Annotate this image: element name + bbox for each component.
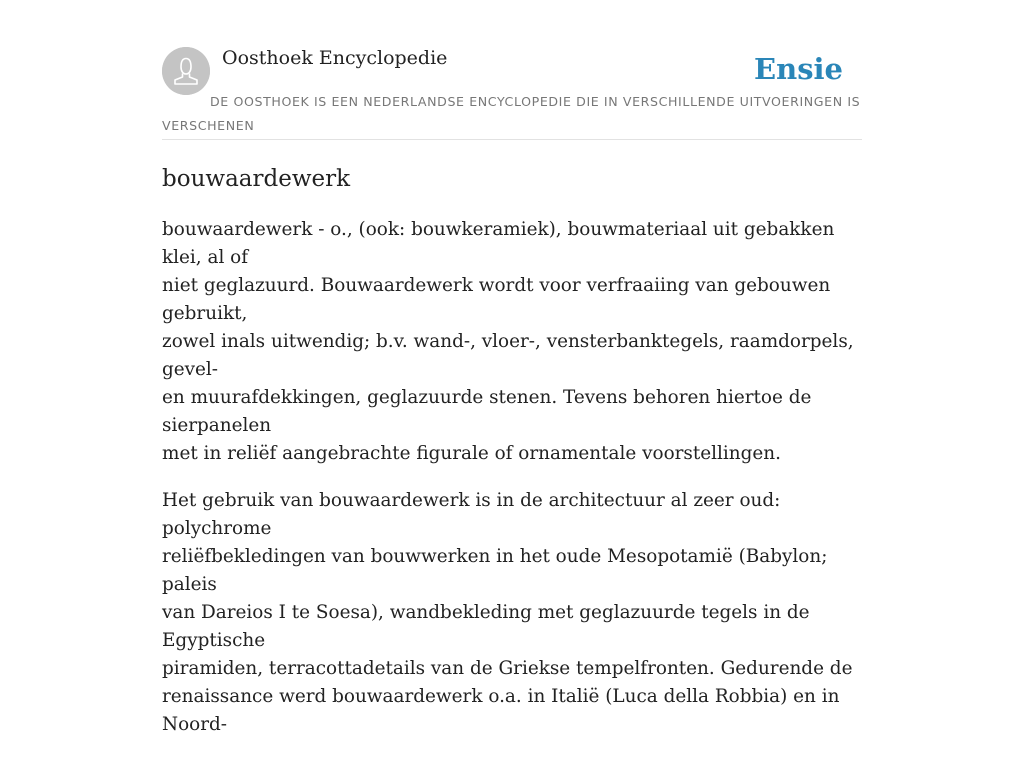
article-paragraph: bouwaardewerk - o., (ook: bouwkeramiek), bouwmateriaal uit gebakken klei, al of niet geglazuurd. Bouwaardewerk wordt voor verfraaiing van gebouwen gebruikt, zowel inals uitwendig; b.v. wand-, vloer-, vensterbanktegels, raamdorpels, gevel- en muurafdekkingen, geglazuurde stenen. Tevens behoren hiertoe de sierpanelen met in reliëf aangebrachte figurale of ornamentale voorstellingen. bbox=[162, 219, 854, 464]
site-name[interactable]: Oosthoek Encyclopedie bbox=[222, 47, 448, 69]
brand-logo[interactable]: Ensie bbox=[754, 52, 843, 86]
header-divider bbox=[162, 139, 862, 140]
article-paragraph: Het gebruik van bouwaardewerk is in de architectuur al zeer oud: polychrome reliëfbekledingen van bouwwerken in het oude Mesopotamië (Babylon; paleis van Dareios I te Soesa), wandbekleding met geglazuurde tegels in de Egyptische piramiden, terracottadetails van de Griekse tempelfronten. Gedurende de renaissance werd bouwaardewerk o.a. in Italië (Luca della Robbia) en in Noord- bbox=[162, 490, 853, 735]
article-title: bouwaardewerk bbox=[162, 166, 351, 192]
user-silhouette-icon[interactable] bbox=[162, 47, 210, 95]
article-body bbox=[162, 216, 862, 758]
site-tagline: DE OOSTHOEK IS EEN NEDERLANDSE ENCYCLOPEDIE DIE IN VERSCHILLENDE UITVOERINGEN IS VERSCHENEN bbox=[162, 94, 861, 133]
